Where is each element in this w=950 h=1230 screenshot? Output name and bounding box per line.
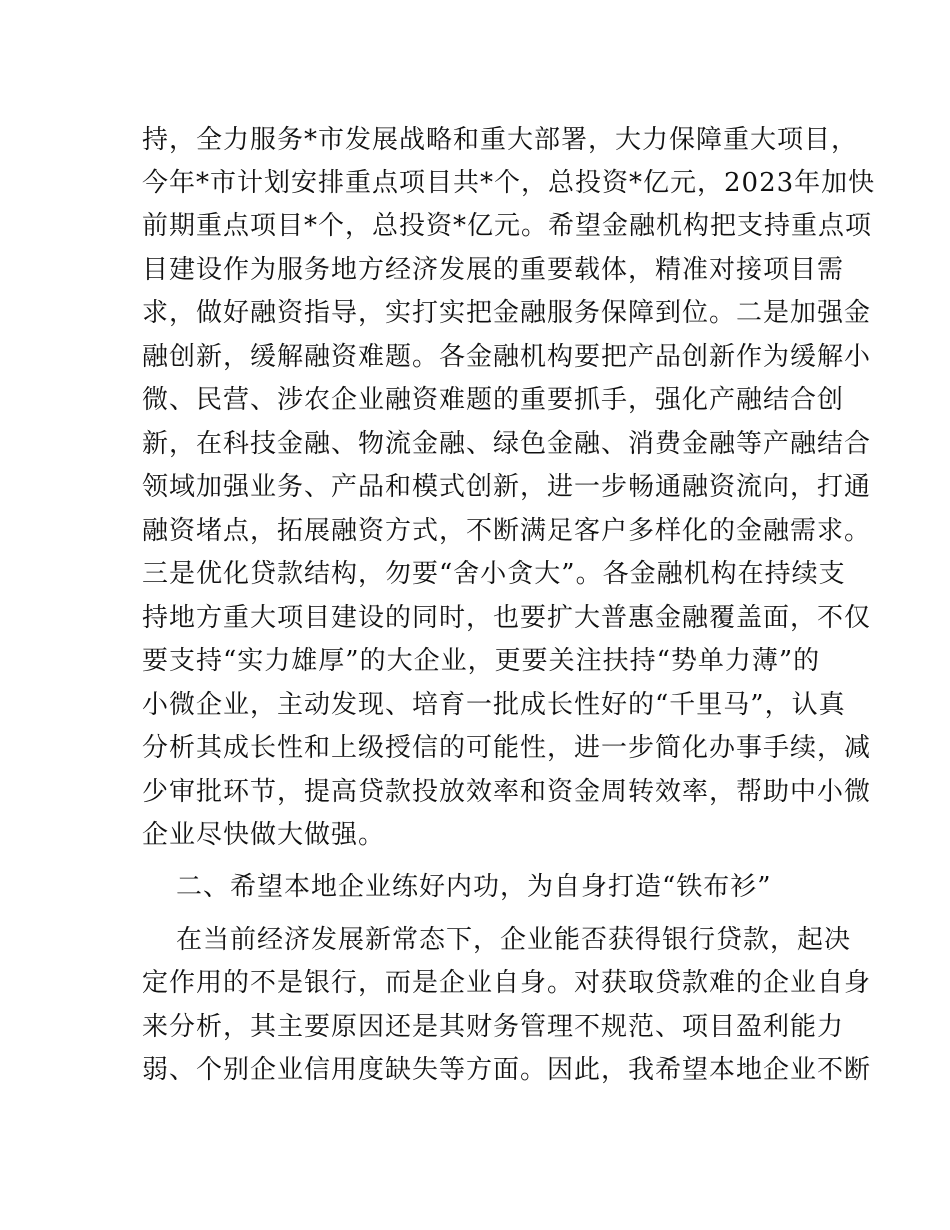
text-line: 微、民营、涉农企业融资难题的重要抓手，强化产融结合创 (142, 385, 845, 415)
text-line: 少审批环节，提高贷款投放效率和资金周转效率，帮助中小微 (142, 777, 872, 807)
text-line: 今年*市计划安排重点项目共*个，总投资*亿元，2023年加快 (142, 168, 876, 198)
text-line: 三是优化贷款结构，勿要“舍小贪大”。各金融机构在持续支 (142, 559, 846, 589)
text-line: 弱、个别企业信用度缺失等方面。因此，我希望本地企业不断 (142, 1055, 872, 1085)
text-line: 小微企业，主动发现、培育一批成长性好的“千里马”，认真 (142, 690, 846, 720)
text-line: 新，在科技金融、物流金融、绿色金融、消费金融等产融结合 (142, 429, 872, 459)
text-line: 领域加强业务、产品和模式创新，进一步畅通融资流向，打通 (142, 472, 872, 502)
section-heading: 二、希望本地企业练好内功，为自身打造“铁布衫” (176, 872, 772, 902)
text-line: 要支持“实力雄厚”的大企业，更要关注扶持“势单力薄”的 (142, 646, 821, 676)
text-line: 求，做好融资指导，实打实把金融服务保障到位。二是加强金 (142, 298, 872, 328)
text-line: 定作用的不是银行，而是企业自身。对获取贷款难的企业自身 (142, 968, 872, 998)
text-line: 目建设作为服务地方经济发展的重要载体，精准对接项目需 (142, 255, 845, 285)
text-line: 融资堵点，拓展融资方式，不断满足客户多样化的金融需求。 (142, 516, 872, 546)
text-line: 持地方重大项目建设的同时，也要扩大普惠金融覆盖面，不仅 (142, 603, 872, 633)
text-line: 来分析，其主要原因还是其财务管理不规范、项目盈利能力 (142, 1012, 845, 1042)
text-line: 融创新，缓解融资难题。各金融机构要把产品创新作为缓解小 (142, 342, 872, 372)
text-line: 持，全力服务*市发展战略和重大部署，大力保障重大项目， (142, 125, 859, 155)
text-line: 分析其成长性和上级授信的可能性，进一步简化办事手续，减 (142, 733, 872, 763)
text-line: 在当前经济发展新常态下，企业能否获得银行贷款，起决 (176, 925, 852, 955)
text-line: 前期重点项目*个，总投资*亿元。希望金融机构把支持重点项 (142, 211, 873, 241)
text-line: 企业尽快做大做强。 (142, 820, 386, 850)
